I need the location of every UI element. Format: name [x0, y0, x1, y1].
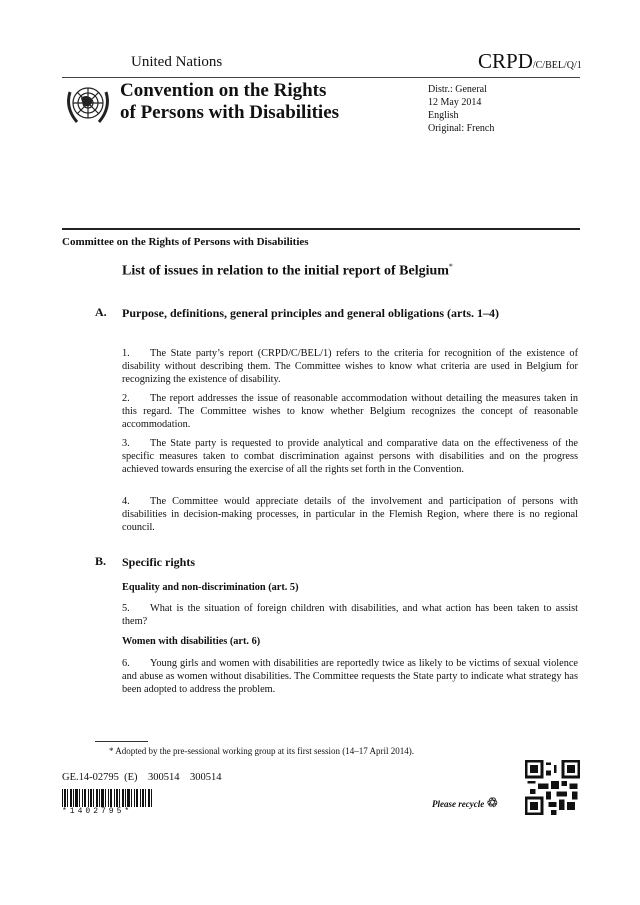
header-rule — [62, 77, 580, 78]
date: 12 May 2014 — [428, 97, 482, 108]
organization-name: United Nations — [131, 54, 223, 70]
subsection-heading-women: Women with disabilities (art. 6) — [122, 636, 261, 647]
paragraph-number: 4. — [122, 496, 130, 507]
paragraph-text: The report addresses the issue of reasonable accommodation without detailing the measures taken in this regard. The Committee wishes to know whether Belgium recognizes the concept of reasonable accommodation. — [122, 393, 578, 430]
un-emblem-icon — [63, 80, 113, 128]
paragraph-2 — [122, 392, 578, 431]
paragraph-text: The Committee would appreciate details of the involvement and participation of persons with disabilities in decision-making processes, in particular in the Flemish Region, where there is no regional council. — [122, 496, 578, 533]
paragraph-number: 6. — [122, 658, 130, 669]
footnote-marker: * — [448, 262, 453, 271]
paragraph-1 — [122, 347, 578, 386]
committee-name: Committee on the Rights of Persons with Disabilities — [62, 236, 309, 248]
paragraph-text: The State party is requested to provide analytical and comparative data on the effectiveness of the specific measures taken to combat discrimination against persons with disabilities and on the progress achieved towards ensuring the exercise of all the rights set forth in the Convention. — [122, 438, 578, 475]
distribution-block — [428, 83, 494, 135]
footnote: * Adopted by the pre-sessional working group at its first session (14–17 April 2014). — [109, 746, 414, 756]
section-b-heading: Specific rights — [122, 555, 195, 569]
symbol-suffix: /C/BEL/Q/1 — [532, 60, 582, 71]
paragraph-6 — [122, 657, 578, 696]
paragraph-3 — [122, 437, 578, 476]
paragraph-number: 5. — [122, 603, 130, 614]
paragraph-number: 1. — [122, 348, 130, 359]
subsection-heading-equality: Equality and non-discrimination (art. 5) — [122, 582, 299, 593]
recycle-note — [432, 795, 498, 811]
paragraph-4 — [122, 495, 578, 534]
original-language: Original: French — [428, 123, 495, 134]
paragraph-text: Young girls and women with disabilities are reportedly twice as likely to be victims of sexual violence and abuse as women without disabilities. The Committee requests the State party to indicate what strategy has been adopted to address the problem. — [122, 658, 578, 695]
section-a-heading: Purpose, definitions, general principles and general obligations (arts. 1–4) — [122, 306, 500, 320]
job-number: GE.14-02795 (E) 300514 300514 — [62, 772, 222, 783]
barcode-icon — [62, 789, 152, 807]
distribution: Distr.: General — [428, 84, 487, 95]
recycle-text: Please recycle — [432, 799, 485, 809]
convention-title — [120, 80, 339, 124]
document-symbol — [478, 49, 582, 74]
paragraph-number: 3. — [122, 438, 130, 449]
paragraph-number: 2. — [122, 393, 130, 404]
title-rule — [62, 228, 580, 230]
barcode-number: *1402795* — [62, 807, 133, 816]
paragraph-text: What is the situation of foreign children with disabilities, and what action has been taken to assist them? — [122, 603, 578, 627]
title-line-1: Convention on the Rights — [120, 80, 327, 101]
language: English — [428, 110, 459, 121]
symbol-main: CRPD — [478, 49, 533, 73]
qr-code-icon — [525, 760, 580, 815]
document-title-text: List of issues in relation to the initial report of Belgium — [122, 263, 449, 279]
paragraph-text: The State party’s report (CRPD/C/BEL/1) refers to the criteria for recognition of the existence of disability without describing them. The Committee wishes to know what criteria are used in Belgium for recognizing the existence of disability. — [122, 348, 578, 385]
paragraph-5 — [122, 602, 578, 628]
title-line-2: of Persons with Disabilities — [120, 102, 340, 123]
section-a-label: A. — [95, 305, 107, 319]
document-title — [122, 262, 453, 280]
section-b-label: B. — [95, 554, 107, 568]
recycle-icon: ♲ — [486, 795, 499, 810]
footnote-rule — [95, 741, 148, 742]
